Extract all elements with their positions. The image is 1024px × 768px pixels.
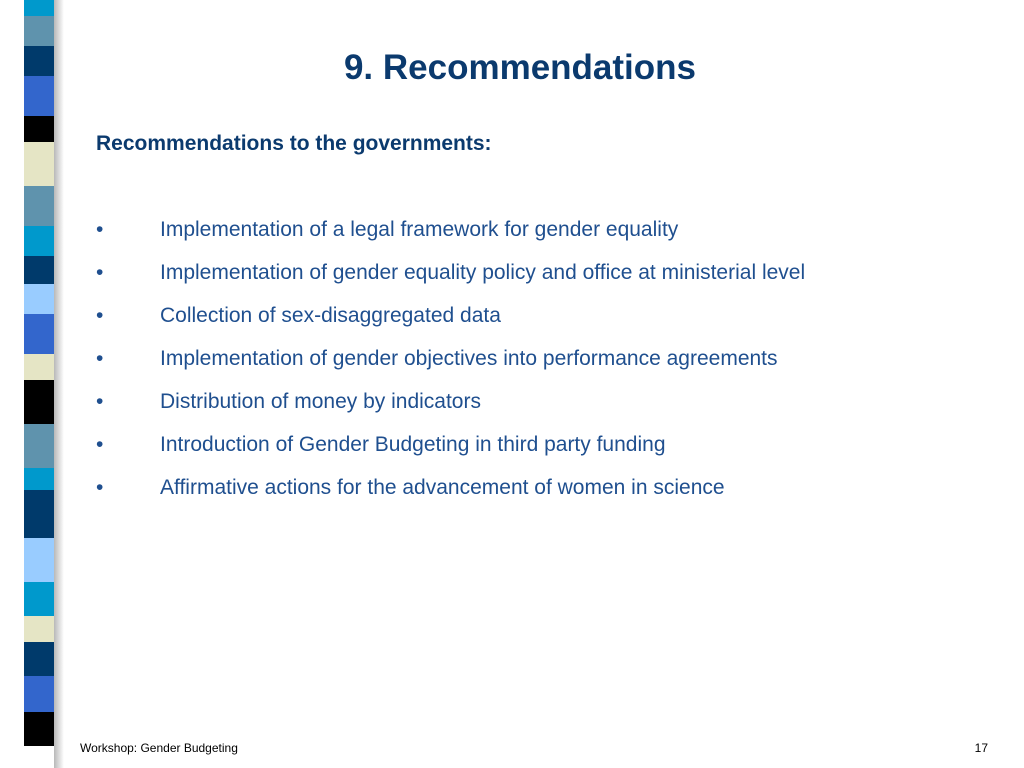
list-item-text: Introduction of Gender Budgeting in third party funding — [160, 433, 666, 456]
stripe-block — [24, 226, 54, 256]
list-item-text: Collection of sex-disaggregated data — [160, 304, 501, 327]
stripe-block — [24, 46, 54, 76]
stripe-block — [24, 676, 54, 712]
stripe-block — [24, 186, 54, 226]
stripe-block — [24, 16, 54, 46]
stripe-block — [24, 538, 54, 582]
stripe-block — [24, 468, 54, 490]
stripe-block — [24, 116, 54, 142]
list-item-text: Implementation of a legal framework for gender equality — [160, 218, 679, 241]
stripe-block — [24, 76, 54, 116]
bullet-icon: • — [96, 476, 104, 499]
footer-workshop-title: Workshop: Gender Budgeting — [80, 741, 238, 755]
slide-title: 9. Recommendations — [343, 48, 697, 87]
stripe-shadow — [54, 0, 64, 768]
bullet-icon: • — [96, 261, 104, 284]
list-item-text: Distribution of money by indicators — [160, 390, 481, 413]
stripe-block — [24, 142, 54, 186]
stripe-block — [24, 380, 54, 424]
stripe-block — [24, 354, 54, 380]
stripe-block — [24, 616, 54, 642]
stripe-block — [24, 314, 54, 354]
decorative-side-stripe — [24, 0, 54, 768]
bullet-icon: • — [96, 218, 104, 241]
stripe-block — [24, 0, 54, 16]
stripe-block — [24, 490, 54, 538]
stripe-block — [24, 642, 54, 676]
stripe-block — [24, 256, 54, 284]
list-item-text: Implementation of gender equality policy and office at ministerial level — [160, 261, 806, 284]
bullet-icon: • — [96, 347, 104, 370]
stripe-block — [24, 712, 54, 746]
stripe-block — [24, 582, 54, 616]
list-item-text: Affirmative actions for the advancement of women in science — [160, 476, 725, 499]
bullet-icon: • — [96, 304, 104, 327]
stripe-block — [24, 284, 54, 314]
list-item-text: Implementation of gender objectives into performance agreements — [160, 347, 778, 370]
bullet-icon: • — [96, 433, 104, 456]
footer-page-number: 17 — [974, 741, 988, 755]
bullet-icon: • — [96, 390, 104, 413]
slide-subtitle: Recommendations to the governments: — [96, 132, 492, 155]
stripe-block — [24, 424, 54, 468]
